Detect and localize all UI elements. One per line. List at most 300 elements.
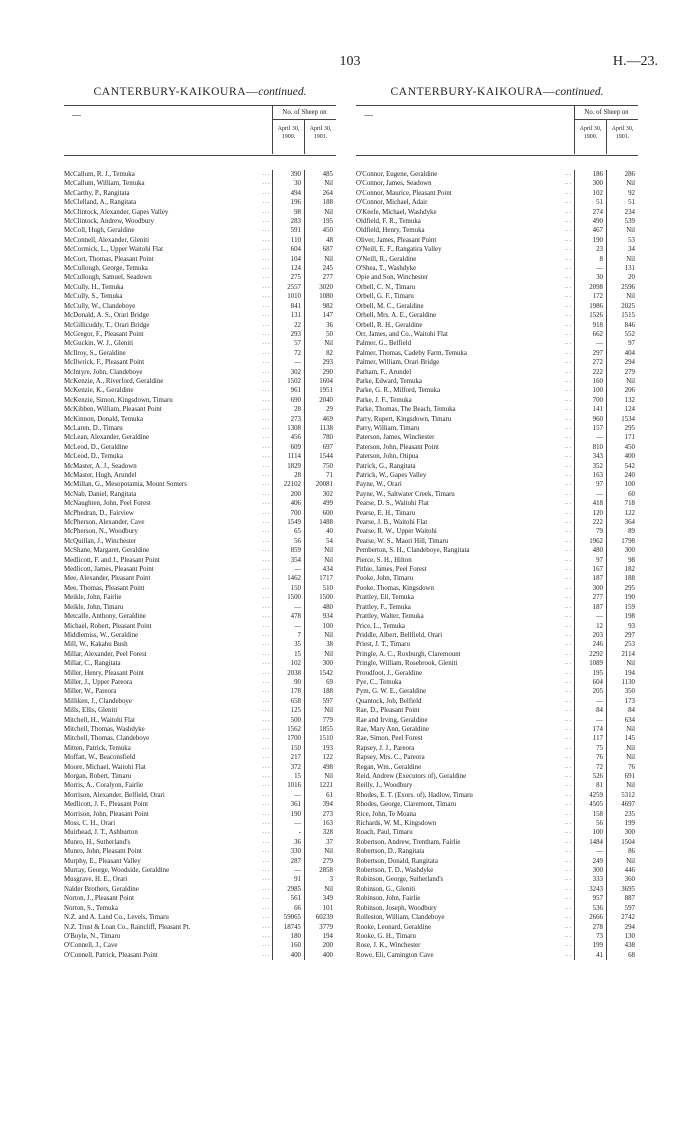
table-row [64, 923, 336, 932]
table-row [64, 763, 336, 772]
table-row [64, 603, 336, 612]
sheep-1900: 1010 [272, 292, 304, 301]
owner-name: Robertson, Donald, Rangitata ... [356, 857, 572, 865]
table-row [64, 170, 336, 179]
sheep-1901: 194 [606, 669, 638, 678]
sheep-1901: 36 [304, 321, 336, 330]
left-header-1900: April 30, 1900. [272, 120, 304, 154]
sheep-1900: 297 [574, 349, 606, 358]
table-row [356, 358, 638, 367]
owner-name: McCormick, L., Upper Waitohi Flat ... [64, 246, 270, 254]
leader-dots: ... [564, 377, 572, 384]
sheep-1900: 200 [272, 490, 304, 499]
owner-name: Robinson, G., Gleniti ... [356, 885, 572, 893]
sheep-1901: 20 [606, 273, 638, 282]
sheep-1901: 253 [606, 640, 638, 649]
owner-name: McMillan, G., Mesopotamia, Mount Somers ... [64, 481, 270, 489]
owner-name: Mee, Alexander, Pleasant Point ... [64, 575, 270, 583]
leader-dots: ... [262, 472, 270, 478]
table-row [356, 593, 638, 602]
sheep-1900: 28 [272, 405, 304, 414]
sheep-1901: 1138 [304, 424, 336, 433]
table-row [64, 640, 336, 649]
table-row [356, 471, 638, 480]
leader-dots: ... [564, 641, 572, 648]
table-row [64, 781, 336, 790]
sheep-1900: 352 [574, 462, 606, 471]
owner-name: McPherson, Alexander, Cave ... [64, 519, 270, 527]
owner-name: Robertson, D., Rangitata ... [356, 848, 572, 856]
sheep-1900: — [574, 433, 606, 442]
owner-name: McCallum, William, Temuka ... [64, 180, 270, 188]
leader-dots: ... [262, 867, 270, 874]
sheep-1901: 539 [606, 217, 638, 226]
owner-name: McIlroy, S., Geraldine ... [64, 349, 270, 357]
leader-dots: ... [262, 481, 270, 488]
sheep-1900: 190 [272, 810, 304, 819]
table-row [356, 462, 638, 471]
owner-name: Robinson, George, Sutherland's ... [356, 876, 572, 884]
owner-name: McClintock, Andrew, Woodbury ... [64, 218, 270, 226]
owner-name: Michael, Robert, Pleasant Point ... [64, 622, 270, 630]
sheep-1901: 190 [606, 593, 638, 602]
table-row [64, 941, 336, 950]
owner-name: McConnell, Alexander, Gleniti ... [64, 236, 270, 244]
sheep-1900: 167 [574, 565, 606, 574]
sheep-1900: 18745 [272, 923, 304, 932]
sheep-1900: 65 [272, 527, 304, 536]
sheep-1901: 328 [304, 828, 336, 837]
owner-name: Musgrave, H. E., Orari ... [64, 876, 270, 884]
leader-dots: ... [262, 942, 270, 949]
table-row [356, 885, 638, 894]
owner-name: Parke, Edward, Temuka ... [356, 377, 572, 385]
sheep-1901: 295 [606, 584, 638, 593]
sheep-1900: 300 [574, 584, 606, 593]
table-row [64, 744, 336, 753]
table-row [356, 565, 638, 574]
owner-name: Prattley, Eli, Temuka ... [356, 594, 572, 602]
leader-dots: ... [262, 810, 270, 817]
sheep-1900: 102 [272, 659, 304, 668]
sheep-1901: 145 [606, 734, 638, 743]
sheep-1900: 1986 [574, 302, 606, 311]
owner-name: Parham, F., Arundel ... [356, 368, 572, 376]
leader-dots: ... [262, 575, 270, 582]
owner-name: Munro, John, Pleasant Point ... [64, 848, 270, 856]
table-row [64, 904, 336, 913]
sheep-1901: 1500 [304, 593, 336, 602]
leader-dots: ... [262, 537, 270, 544]
table-row [356, 913, 638, 922]
sheep-1900: 609 [272, 443, 304, 452]
sheep-1900: 330 [272, 847, 304, 856]
owner-name: McMaster, A. J., Seadown ... [64, 462, 270, 470]
sheep-1901: 193 [304, 744, 336, 753]
sheep-1900: 418 [574, 499, 606, 508]
leader-dots: ... [262, 641, 270, 648]
owner-name: O'Connor, Eugene, Geraldine ... [356, 171, 572, 178]
leader-dots: ... [262, 208, 270, 215]
sheep-1901: 264 [304, 189, 336, 198]
sheep-1900: 110 [272, 236, 304, 245]
table-row [356, 518, 638, 527]
sheep-1901: 54 [304, 537, 336, 546]
sheep-1900: 190 [574, 236, 606, 245]
sheep-1900: 690 [272, 396, 304, 405]
table-row [64, 499, 336, 508]
leader-dots: ... [262, 321, 270, 328]
table-row [356, 574, 638, 583]
sheep-1901: 206 [606, 386, 638, 395]
owner-name: Murray, George, Woodside, Geraldine ... [64, 867, 270, 875]
leader-dots: ... [564, 688, 572, 695]
owner-name: Robinson, John, Fairlie ... [356, 895, 572, 903]
table-row [356, 800, 638, 809]
table-row [356, 659, 638, 668]
sheep-1900: 180 [272, 932, 304, 941]
sheep-1901: 277 [304, 273, 336, 282]
table-row [64, 678, 336, 687]
table-row [356, 744, 638, 753]
right-header-1900: April 30, 1900. [574, 120, 606, 154]
right-title-continued: continued. [555, 86, 604, 98]
sheep-1900: 91 [272, 875, 304, 884]
leader-dots: ... [262, 838, 270, 845]
sheep-1900: 390 [272, 170, 304, 179]
leader-dots: ... [564, 406, 572, 413]
sheep-1901: 240 [606, 471, 638, 480]
sheep-1901: 34 [606, 245, 638, 254]
sheep-1900: 1700 [272, 734, 304, 743]
owner-name: Mitchell, Thomas, Washdyke ... [64, 725, 270, 733]
sheep-1900: 2666 [574, 913, 606, 922]
sheep-1901: 499 [304, 499, 336, 508]
sheep-1901: 50 [304, 330, 336, 339]
leader-dots: ... [564, 716, 572, 723]
sheep-1901: 89 [606, 527, 638, 536]
leader-dots: ... [262, 265, 270, 272]
sheep-1901: 3 [304, 875, 336, 884]
table-row [356, 349, 638, 358]
sheep-1901: Nil [606, 744, 638, 753]
sheep-1900: 2557 [272, 283, 304, 292]
sheep-1900: 354 [272, 556, 304, 565]
table-row [64, 255, 336, 264]
sheep-1900: 604 [272, 245, 304, 254]
leader-dots: ... [564, 566, 572, 573]
owner-name: Meikle, John, Timaru ... [64, 603, 270, 611]
right-header-sheep-label: No. of Sheep on [574, 106, 638, 120]
sheep-1900: 7 [272, 631, 304, 640]
owner-name: McLaren, D., Timaru ... [64, 424, 270, 432]
owner-name: Palmer, G., Belfield ... [356, 340, 572, 348]
table-row [356, 509, 638, 518]
leader-dots: ... [262, 434, 270, 441]
table-row [356, 678, 638, 687]
leader-dots: ... [564, 838, 572, 845]
sheep-1901: 1504 [606, 838, 638, 847]
leader-dots: ... [564, 387, 572, 394]
leader-dots: ... [262, 236, 270, 243]
right-column-title [356, 86, 638, 100]
table-row [64, 875, 336, 884]
sheep-1900: 35 [272, 640, 304, 649]
sheep-1900: 960 [574, 415, 606, 424]
sheep-1901: 82 [304, 349, 336, 358]
table-row [64, 377, 336, 386]
table-row [64, 584, 336, 593]
leader-dots: ... [564, 744, 572, 751]
leader-dots: ... [262, 171, 270, 177]
sheep-1900: 1526 [574, 311, 606, 320]
leader-dots: ... [564, 265, 572, 272]
sheep-1901: 934 [304, 612, 336, 621]
sheep-1901: 300 [304, 659, 336, 668]
leader-dots: ... [564, 509, 572, 516]
sheep-1900: 163 [574, 471, 606, 480]
table-row [64, 885, 336, 894]
table-row [64, 791, 336, 800]
owner-name: McCully, W., Clandeboye ... [64, 302, 270, 310]
right-column [356, 86, 638, 960]
leader-dots: ... [564, 293, 572, 300]
sheep-1900: 526 [574, 772, 606, 781]
leader-dots: ... [564, 453, 572, 460]
sheep-1901: 1798 [606, 537, 638, 546]
sheep-1900: 1549 [272, 518, 304, 527]
leader-dots: ... [564, 754, 572, 761]
leader-dots: ... [262, 509, 270, 516]
sheep-1900: 333 [574, 875, 606, 884]
owner-name: Payne, W., Orari ... [356, 481, 572, 489]
leader-dots: ... [564, 660, 572, 667]
leader-dots: ... [262, 396, 270, 403]
owner-name: McLean, Alexander, Geraldine ... [64, 434, 270, 442]
leader-dots: ... [262, 678, 270, 685]
table-row [64, 857, 336, 866]
leader-dots: ... [262, 189, 270, 196]
leader-dots: ... [262, 782, 270, 789]
owner-name: McCort, Thomas, Pleasant Point ... [64, 255, 270, 263]
leader-dots: ... [564, 895, 572, 902]
sheep-1901: 37 [304, 838, 336, 847]
owner-name: McKinnon, Donald, Temuka ... [64, 415, 270, 423]
sheep-1900: 150 [272, 744, 304, 753]
owner-name: Murphy, E., Pleasant Valley ... [64, 857, 270, 865]
sheep-1901: 188 [606, 574, 638, 583]
owner-name: McShane, Margaret, Geraldine ... [64, 547, 270, 555]
sheep-1901: 194 [304, 932, 336, 941]
owner-name: Pithie, James, Peel Forest ... [356, 566, 572, 574]
table-row [64, 527, 336, 536]
sheep-1901: 450 [304, 226, 336, 235]
table-row [356, 725, 638, 734]
sheep-1900: 22102 [272, 480, 304, 489]
owner-name: Orbell, C. N., Timaru ... [356, 283, 572, 291]
owner-name: McGregor, F., Pleasant Point ... [64, 330, 270, 338]
leader-dots: ... [262, 519, 270, 526]
leader-dots: ... [262, 180, 270, 187]
sheep-1900: 591 [272, 226, 304, 235]
table-row [64, 471, 336, 480]
leader-dots: ... [564, 189, 572, 196]
owner-name: Rooke, G. H., Timaru ... [356, 932, 572, 940]
table-row [356, 706, 638, 715]
leader-dots: ... [262, 547, 270, 554]
table-row [64, 509, 336, 518]
sheep-1901: 350 [606, 687, 638, 696]
leader-dots: ... [564, 735, 572, 742]
table-row [64, 753, 336, 762]
sheep-1901: 188 [304, 198, 336, 207]
table-row [356, 734, 638, 743]
left-header-dash: — [72, 110, 81, 120]
table-row [356, 179, 638, 188]
owner-name: Miller, J., Upper Pareora ... [64, 678, 270, 686]
owner-name: Parke, Thomas, The Beach, Temuka ... [356, 406, 572, 414]
table-row [356, 283, 638, 292]
sheep-1900: 283 [272, 217, 304, 226]
table-row [356, 697, 638, 706]
owner-name: Rae, Simon, Peel Forest ... [356, 735, 572, 743]
sheep-1901: Nil [606, 781, 638, 790]
owner-name: Rae and Irving, Geraldine ... [356, 716, 572, 724]
leader-dots: ... [564, 547, 572, 554]
leader-dots: ... [564, 330, 572, 337]
table-row [64, 433, 336, 442]
sheep-1901: 434 [304, 565, 336, 574]
owner-name: Regan, Wm., Geraldine ... [356, 763, 572, 771]
leader-dots: ... [262, 829, 270, 836]
sheep-1900: 810 [574, 443, 606, 452]
owner-name: N.Z. Trust & Loan Co., Raincliff, Pleasant Pt. ... [64, 923, 270, 931]
leader-dots: ... [564, 481, 572, 488]
sheep-1901: 3695 [606, 885, 638, 894]
sheep-1901: Nil [304, 339, 336, 348]
table-row [64, 292, 336, 301]
owner-name: McPhedran, D., Fairview ... [64, 509, 270, 517]
sheep-1900: 199 [574, 941, 606, 950]
sheep-1900: 273 [272, 415, 304, 424]
sheep-1900: 195 [574, 669, 606, 678]
sheep-1900: 494 [272, 189, 304, 198]
owner-name: Roach, Paul, Timaru ... [356, 829, 572, 837]
owner-name: Opie and Son, Winchester ... [356, 274, 572, 282]
leader-dots: ... [262, 349, 270, 356]
sheep-1900: 841 [272, 302, 304, 311]
sheep-1900: 246 [574, 640, 606, 649]
table-row [64, 208, 336, 217]
sheep-1901: 245 [304, 264, 336, 273]
sheep-1901: 1488 [304, 518, 336, 527]
table-row [356, 170, 638, 179]
leader-dots: ... [262, 716, 270, 723]
owner-name: Norton, J., Pleasant Point ... [64, 895, 270, 903]
owner-name: Mitten, Patrick, Temuka ... [64, 744, 270, 752]
owner-name: Rowe, Eli, Camington Cave ... [356, 951, 572, 959]
owner-name: McIlwrick, F., Pleasant Point ... [64, 359, 270, 367]
table-row [356, 640, 638, 649]
leader-dots: ... [564, 791, 572, 798]
sheep-1900: 75 [574, 744, 606, 753]
leader-dots: ... [564, 885, 572, 892]
sheep-1900: 157 [574, 424, 606, 433]
left-title-text: CANTERBURY-KAIKOURA— [93, 86, 259, 98]
sheep-1901: 68 [606, 951, 638, 960]
table-row [64, 546, 336, 555]
sheep-1901: 71 [304, 471, 336, 480]
owner-name: McIntyre, John, Clandeboye ... [64, 368, 270, 376]
sheep-1900: 343 [574, 452, 606, 461]
sheep-1901: 294 [606, 358, 638, 367]
sheep-1900: 1089 [574, 659, 606, 668]
leader-dots: ... [262, 490, 270, 497]
leader-dots: ... [564, 622, 572, 629]
sheep-1900: 456 [272, 433, 304, 442]
leader-dots: ... [262, 932, 270, 939]
leader-dots: ... [564, 171, 572, 177]
owner-name: Oliver, James, Pleasant Point ... [356, 236, 572, 244]
sheep-1900: — [574, 339, 606, 348]
leader-dots: ... [564, 368, 572, 375]
leader-dots: ... [564, 528, 572, 535]
leader-dots: ... [262, 603, 270, 610]
sheep-1901: 718 [606, 499, 638, 508]
owner-name: Medlicott, F. and J., Pleasant Point ... [64, 556, 270, 564]
leader-dots: ... [564, 199, 572, 206]
sheep-1901: 84 [606, 706, 638, 715]
leader-dots: ... [262, 566, 270, 573]
leader-dots: ... [262, 227, 270, 234]
sheep-1901: 687 [304, 245, 336, 254]
left-header-sheep-label: No. of Sheep on [272, 106, 336, 120]
sheep-1900: — [272, 358, 304, 367]
table-row [64, 810, 336, 819]
leader-dots: ... [564, 697, 572, 704]
sheep-1900: 141 [574, 405, 606, 414]
leader-dots: ... [564, 462, 572, 469]
sheep-1900: 662 [574, 330, 606, 339]
table-row [64, 189, 336, 198]
owner-name: Rhodes, George, Claremont, Timaru ... [356, 801, 572, 809]
sheep-1900: 490 [574, 217, 606, 226]
owner-name: Medlicott, James, Pleasant Point ... [64, 566, 270, 574]
leader-dots: ... [262, 697, 270, 704]
leader-dots: ... [262, 895, 270, 902]
sheep-1901: 510 [304, 584, 336, 593]
owner-name: Mee, Thomas, Pleasant Point ... [64, 584, 270, 592]
owner-name: Parry, Rupert, Kingsdown, Timaru ... [356, 415, 572, 423]
sheep-1900: 859 [272, 546, 304, 555]
table-row [64, 330, 336, 339]
leader-dots: ... [564, 829, 572, 836]
sheep-1901: 349 [304, 894, 336, 903]
sheep-1901: 982 [304, 302, 336, 311]
leader-dots: ... [564, 236, 572, 243]
table-row [356, 198, 638, 207]
owner-name: Reilly, J., Woodbury ... [356, 782, 572, 790]
leader-dots: ... [262, 274, 270, 281]
owner-name: Muirhead, J. T., Ashburton ... [64, 829, 270, 837]
sheep-1901: 171 [606, 433, 638, 442]
sheep-1901: 5312 [606, 791, 638, 800]
table-row [356, 791, 638, 800]
owner-name: Parry, William, Timaru ... [356, 424, 572, 432]
sheep-1900: 56 [574, 819, 606, 828]
table-row [356, 669, 638, 678]
sheep-1900: 100 [574, 386, 606, 395]
